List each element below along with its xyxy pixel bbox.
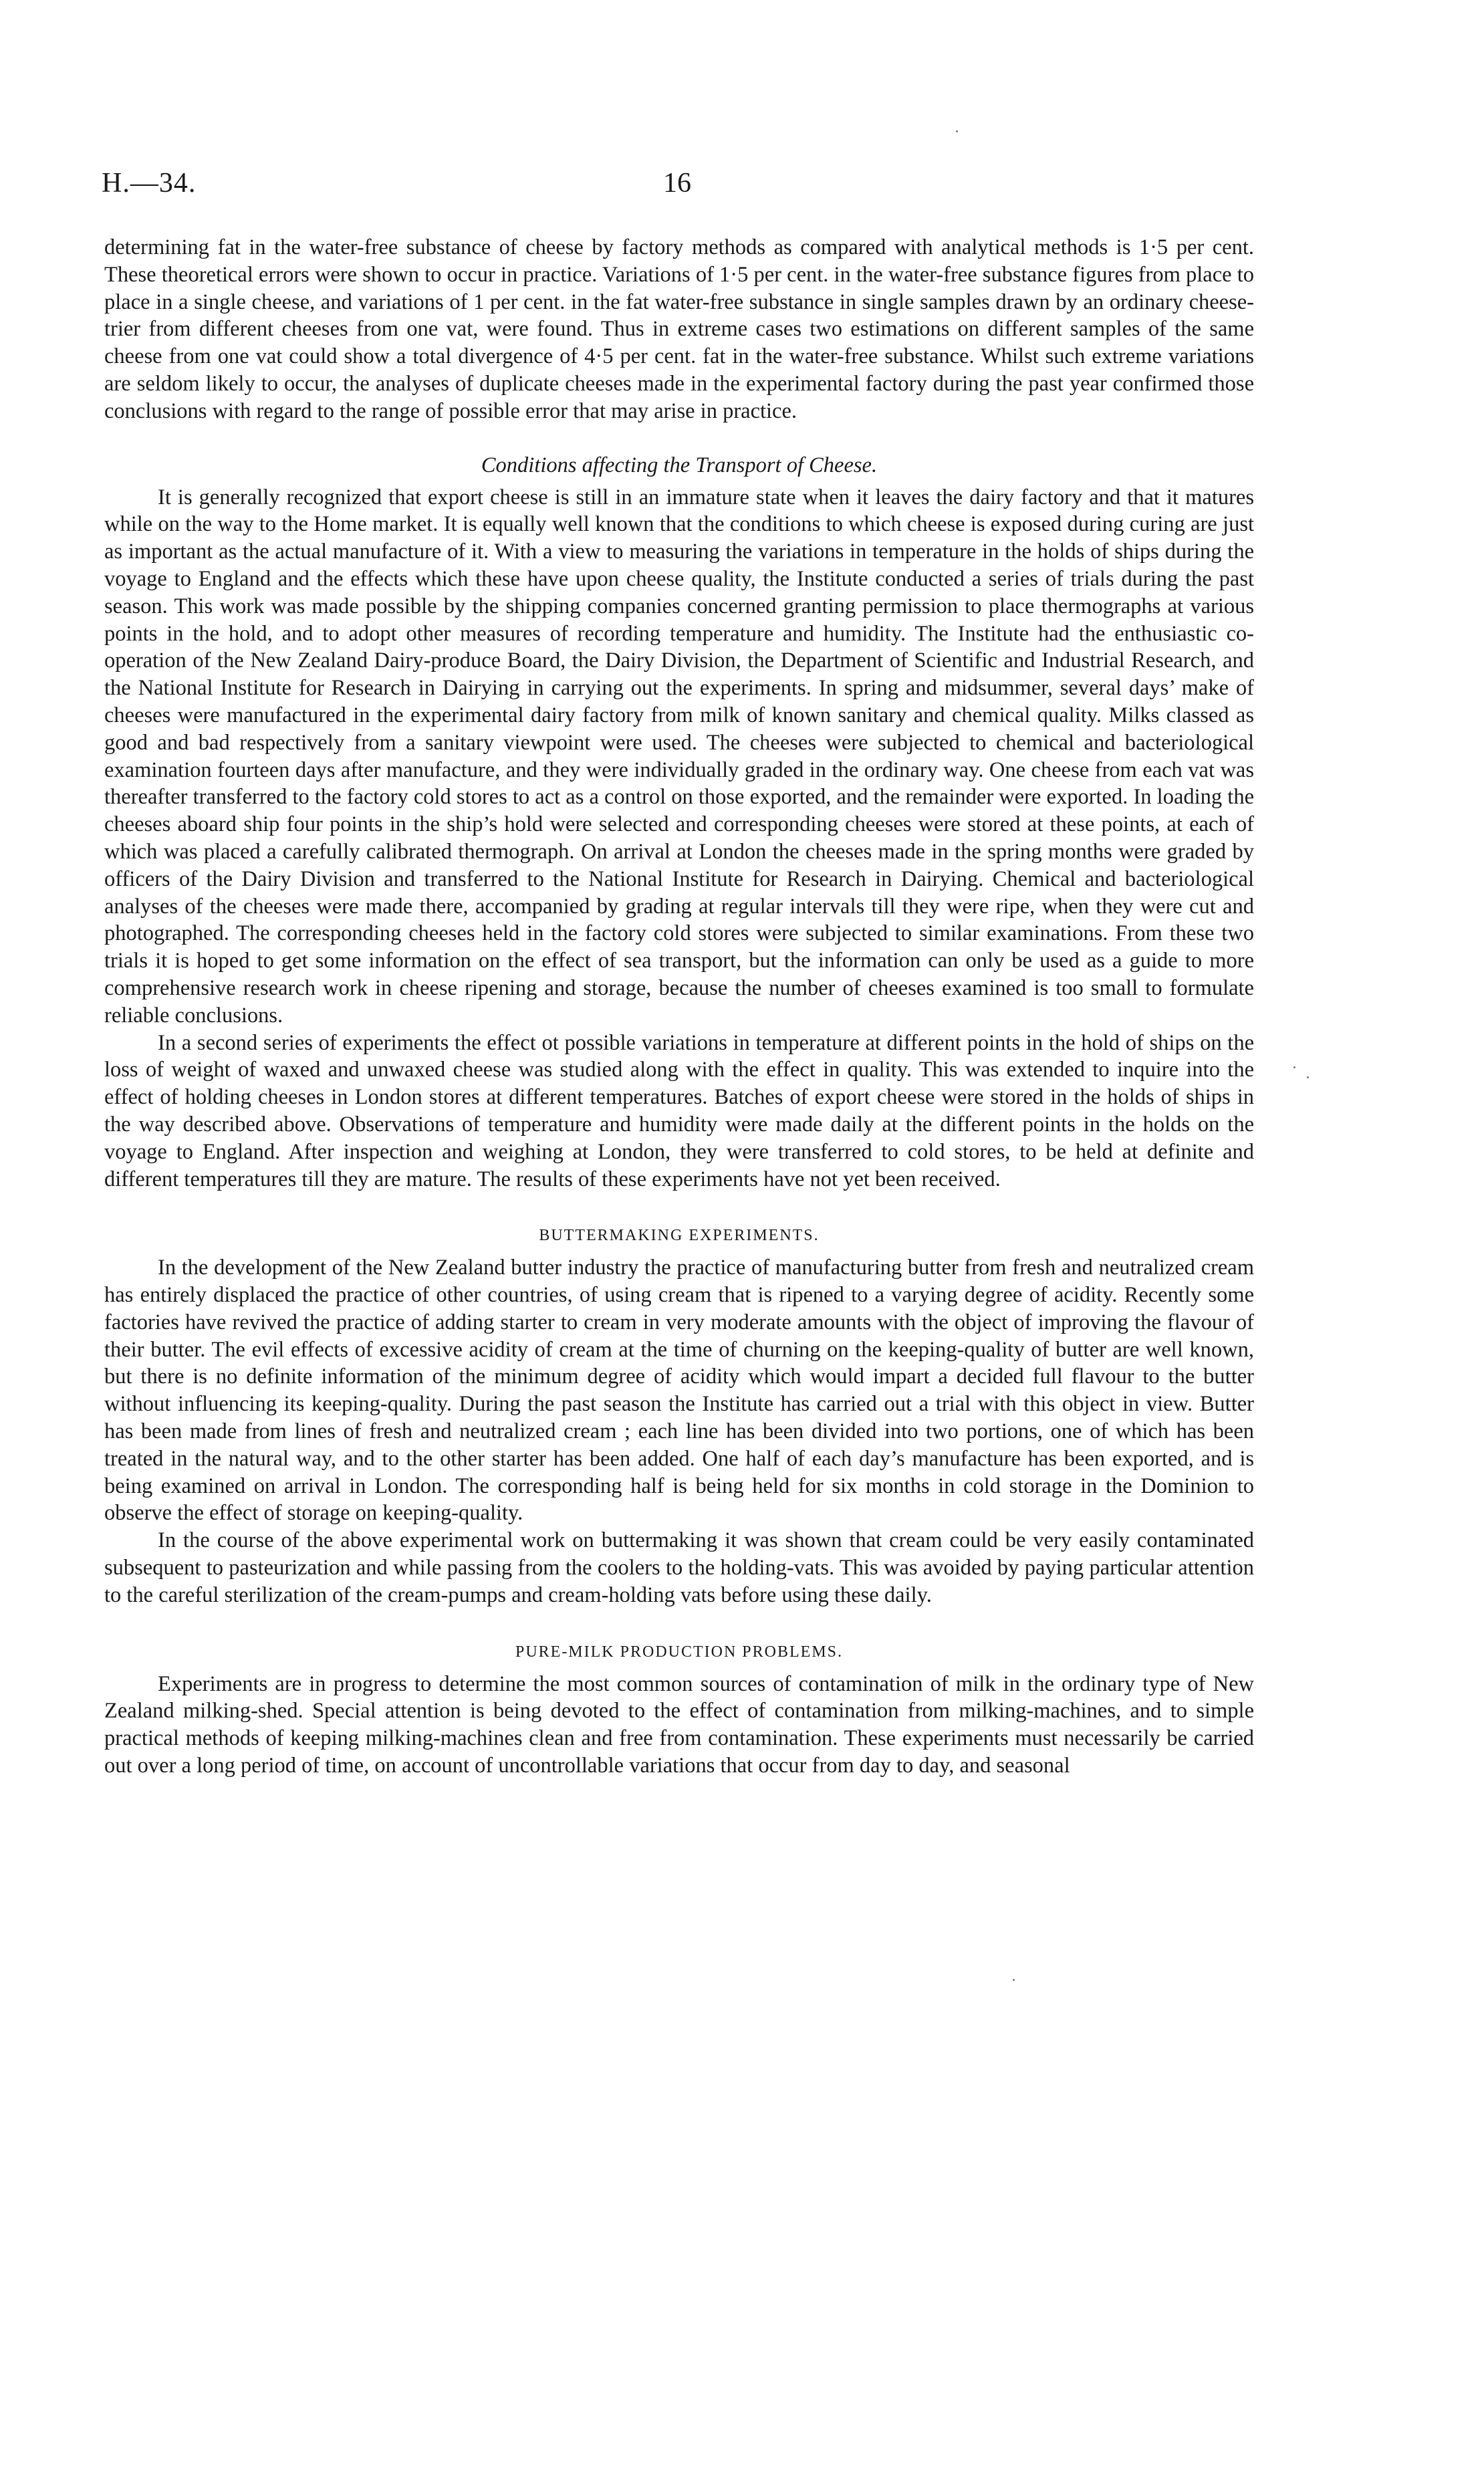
buttermaking-paragraph-1: In the development of the New Zealand butter industry the practice of manufacturing butter from fresh and neutralized cream has entirely displaced the practice of other countries, of using cream that is ripened to a varying degree of acidity. Recently some factories have revived the practice of adding starter to cream in very moderate amounts with the object of improving the flavour of their butter. The evil effects of excessive acidity of cream at the time of churning on the keeping-quality of butter are well known, but there is no definite information of the minimum degree of acidity which would impart a decided full flavour to the butter without influencing its keeping-quality. During the past season the Institute has carried out a trial with this object in view. Butter has been made from lines of fresh and neutralized cream ; each line has been divided into two portions, one of which has been treated in the natural way, and to the other starter has been added. One half of each day’s manufacture has been exported, and is being examined on arrival in London. The corresponding half is being held for six months in cold storage in the Dominion to observe the effect of storage on keeping-quality. [104, 1256, 1254, 1526]
page-body [104, 234, 1254, 1780]
scan-speck [1307, 1076, 1309, 1078]
transport-paragraph-2: In a second series of experiments the effect ot possible variations in temperature at different points in the hold of ships on the loss of weight of waxed and unwaxed cheese was studied along with the effect in quality. This was extended to inquire into the effect of holding cheeses in London stores at different temperatures. Batches of export cheese were stored in the holds of ships in the way described above. Observations of temperature and humidity were made daily at the different points in the holds on the voyage to England. After inspection and weighing at London, they were transferred to cold stores, to be held at definite and different temperatures till they are mature. The results of these experiments have not yet been received. [104, 1030, 1254, 1191]
page-number: 16 [663, 168, 691, 199]
section-heading-transport: Conditions affecting the Transport of Cheese. [481, 453, 878, 477]
pure-milk-paragraph-1: Experiments are in progress to determine the most common sources of contamination of milk in the ordinary type of New Zealand milking-shed. Special attention is being devoted to the effect of contamination from milking-machines, and to simple practical methods of keeping milking-machines clean and free from contamination. These experiments must necessarily be carried out over a long period of time, on account of uncontrollable variations that occur from day to day, and seasonal [104, 1671, 1254, 1778]
intro-paragraph: determining fat in the water-free substance of cheese by factory methods as compared with analytical methods is 1·5 per cent. These theoretical errors were shown to occur in practice. Variations of 1·5 per cent. in the water-free substance figures from place to place in a single cheese, and variations of 1 per cent. in the fat water-free substance in single samples drawn by an ordinary cheese-trier from different cheeses from one vat, were found. Thus in extreme cases two estimations on different samples of the same cheese from one vat could show a total divergence of 4·5 per cent. fat in the water-free substance. Whilst such extreme variations are seldom likely to occur, the analyses of duplicate cheeses made in the experimental factory during the past year confirmed those conclusions with regard to the range of possible error that may arise in practice. [104, 235, 1254, 423]
section-heading-buttermaking: BUTTERMAKING EXPERIMENTS. [539, 1227, 820, 1245]
transport-paragraph-1: It is generally recognized that export cheese is still in an immature state when it leaves the dairy factory and that it matures while on the way to the Home market. It is equally well known that the conditions to which cheese is exposed during curing are just as important as the actual manufacture of it. With a view to measuring the variations in temperature in the holds of ships during the voyage to England and the effects which these have upon cheese quality, the Institute conducted a series of trials during the past season. This work was made possible by the shipping companies concerned granting permission to place thermographs at various points in the hold, and to adopt other measures of recording temperature and humidity. The Institute had the enthusiastic co-operation of the New Zealand Dairy-produce Board, the Dairy Division, the Department of Scientific and Industrial Research, and the National Institute for Research in Dairying in carrying out the experiments. In spring and midsummer, several days’ make of cheeses were manufactured in the experimental dairy factory from milk of known sanitary and chemical quality. Milks classed as good and bad respectively from a sanitary viewpoint were used. The cheeses were subjected to chemical and bacteriological examination fourteen days after manufacture, and they were individually graded in the ordinary way. One cheese from each vat was thereafter transferred to the factory cold stores to act as a control on those exported, and the remainder were exported. In loading the cheeses aboard ship four points in the ship’s hold were selected and corresponding cheeses were stored at these points, at each of which was placed a carefully calibrated thermograph. On arrival at London the cheeses made in the spring months were graded by officers of the Dairy Division and transferred to the National Institute for Research in Dairying. Chemical and bacteriological analyses of the cheeses were made there, accompanied by grading at regular intervals till they were ripe, when they were cut and photographed. The corresponding cheeses held in the factory cold stores were subjected to similar examinations. From these two trials it is hoped to get some information on the effect of sea transport, but the information can only be used as a guide to more comprehensive research work in cheese ripening and storage, because the number of cheeses examined is too small to formulate reliable conclusions. [104, 485, 1254, 1028]
scan-speck [1293, 1066, 1295, 1068]
document-reference: H.—34. [102, 168, 197, 199]
section-heading-pure-milk: PURE-MILK PRODUCTION PROBLEMS. [515, 1643, 844, 1661]
scan-speck [1013, 1979, 1015, 1981]
buttermaking-paragraph-2: In the course of the above experimental work on buttermaking it was shown that cream could be very easily contaminated subsequent to pasteurization and while passing from the coolers to the holding-vats. This was avoided by paying particular attention to the careful sterilization of the cream-pumps and cream-holding vats before using these daily. [104, 1528, 1254, 1607]
page-header [102, 167, 1258, 207]
scan-speck [956, 130, 958, 132]
